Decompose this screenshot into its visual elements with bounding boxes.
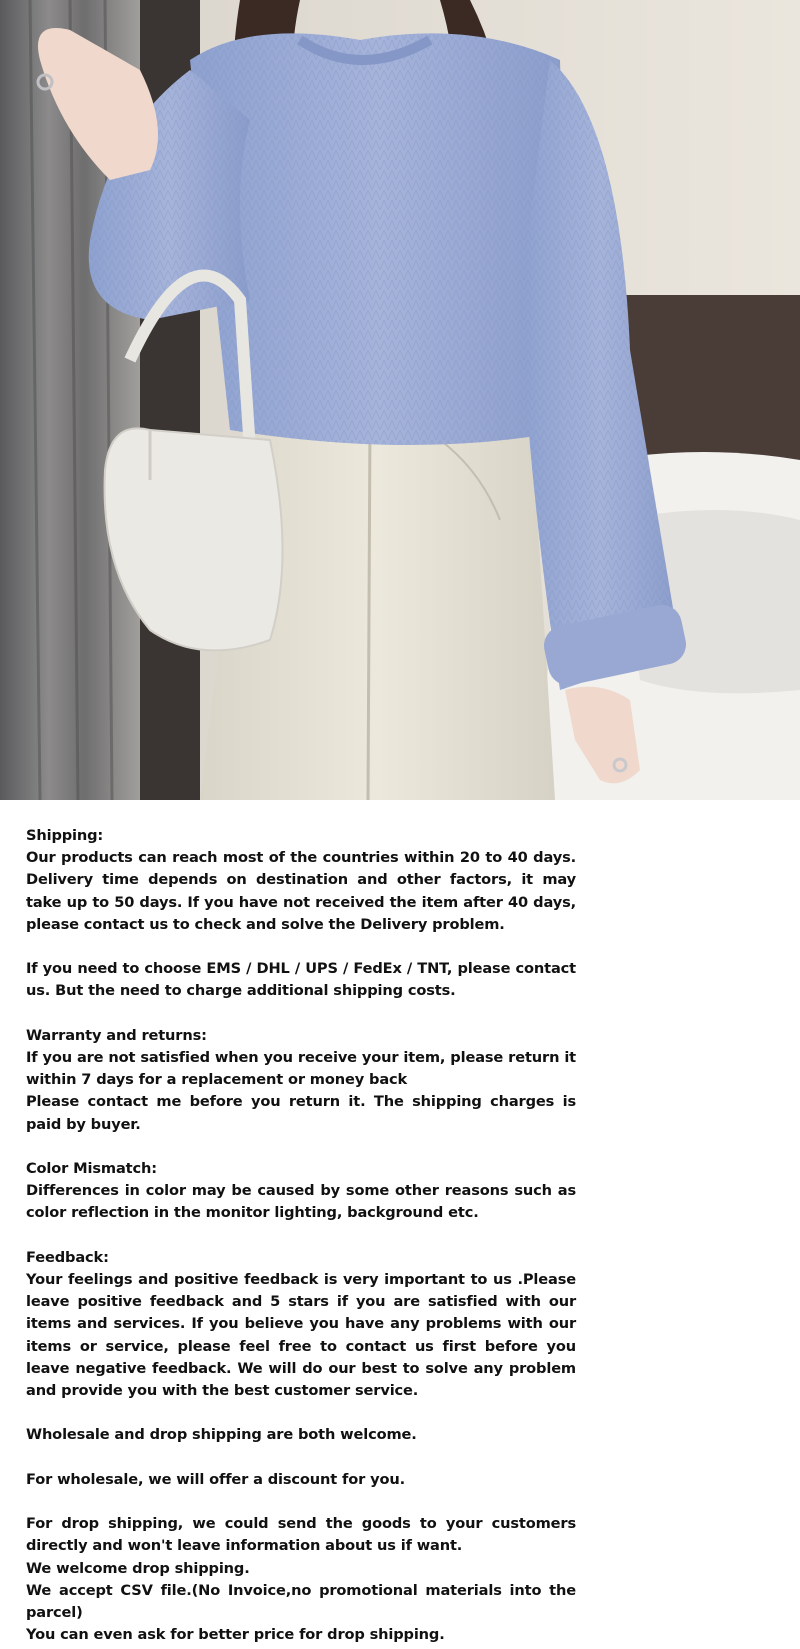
feedback-paragraph: Your feelings and positive feedback is very important to us .Please leave positive feedback and 5 stars if you are satisfied with our items and services. If you believe you have any problems with our items or service, please feel free to contact us first before you leave negative feedback. We will do our best to solve any problem and provide you with the best customer service. bbox=[26, 1271, 576, 1400]
shipping-heading: Shipping: bbox=[26, 827, 104, 844]
shipping-carriers-paragraph: If you need to choose EMS / DHL / UPS / FedEx / TNT, please contact us. But the need to charge additional shipping costs. bbox=[26, 960, 576, 1000]
wholesale-line: Wholesale and drop shipping are both welcome. bbox=[26, 1426, 417, 1444]
drop-shipping-paragraph: For drop shipping, we could send the goods to your customers directly and won't leave information about us if want. bbox=[26, 1515, 576, 1555]
wholesale-discount-line: For wholesale, we will offer a discount for you. bbox=[26, 1470, 405, 1488]
product-photo bbox=[0, 0, 800, 800]
warranty-paragraph: If you are not satisfied when you receive your item, please return it within 7 days for a replacement or money back bbox=[26, 1049, 576, 1089]
warranty-heading: Warranty and returns: bbox=[26, 1026, 207, 1044]
warranty-contact-paragraph: Please contact me before you return it. The shipping charges is paid by buyer. bbox=[26, 1093, 576, 1133]
product-description bbox=[26, 825, 576, 1646]
spacer bbox=[26, 1402, 576, 1424]
spacer bbox=[26, 1136, 576, 1158]
spacer bbox=[26, 1003, 576, 1025]
spacer bbox=[26, 1225, 576, 1247]
color-heading: Color Mismatch: bbox=[26, 1160, 157, 1177]
feedback-heading: Feedback: bbox=[26, 1248, 109, 1266]
spacer bbox=[26, 936, 576, 958]
spacer bbox=[26, 1447, 576, 1469]
drop-shipping-welcome: We welcome drop shipping. bbox=[26, 1559, 250, 1577]
color-paragraph: Differences in color may be caused by some other reasons such as color reflection in the monitor lighting, background etc. bbox=[26, 1182, 576, 1222]
drop-shipping-csv: We accept CSV file.(No Invoice,no promotional materials into the parcel) bbox=[26, 1581, 576, 1621]
shipping-paragraph: Our products can reach most of the countries within 20 to 40 days. Delivery time depends on destination and other factors, it may take up to 50 days. If you have not received the item after 40 days, please contact us to check and solve the Delivery problem. bbox=[26, 849, 576, 933]
drop-shipping-price: You can even ask for better price for drop shipping. bbox=[26, 1626, 445, 1644]
spacer bbox=[26, 1491, 576, 1513]
